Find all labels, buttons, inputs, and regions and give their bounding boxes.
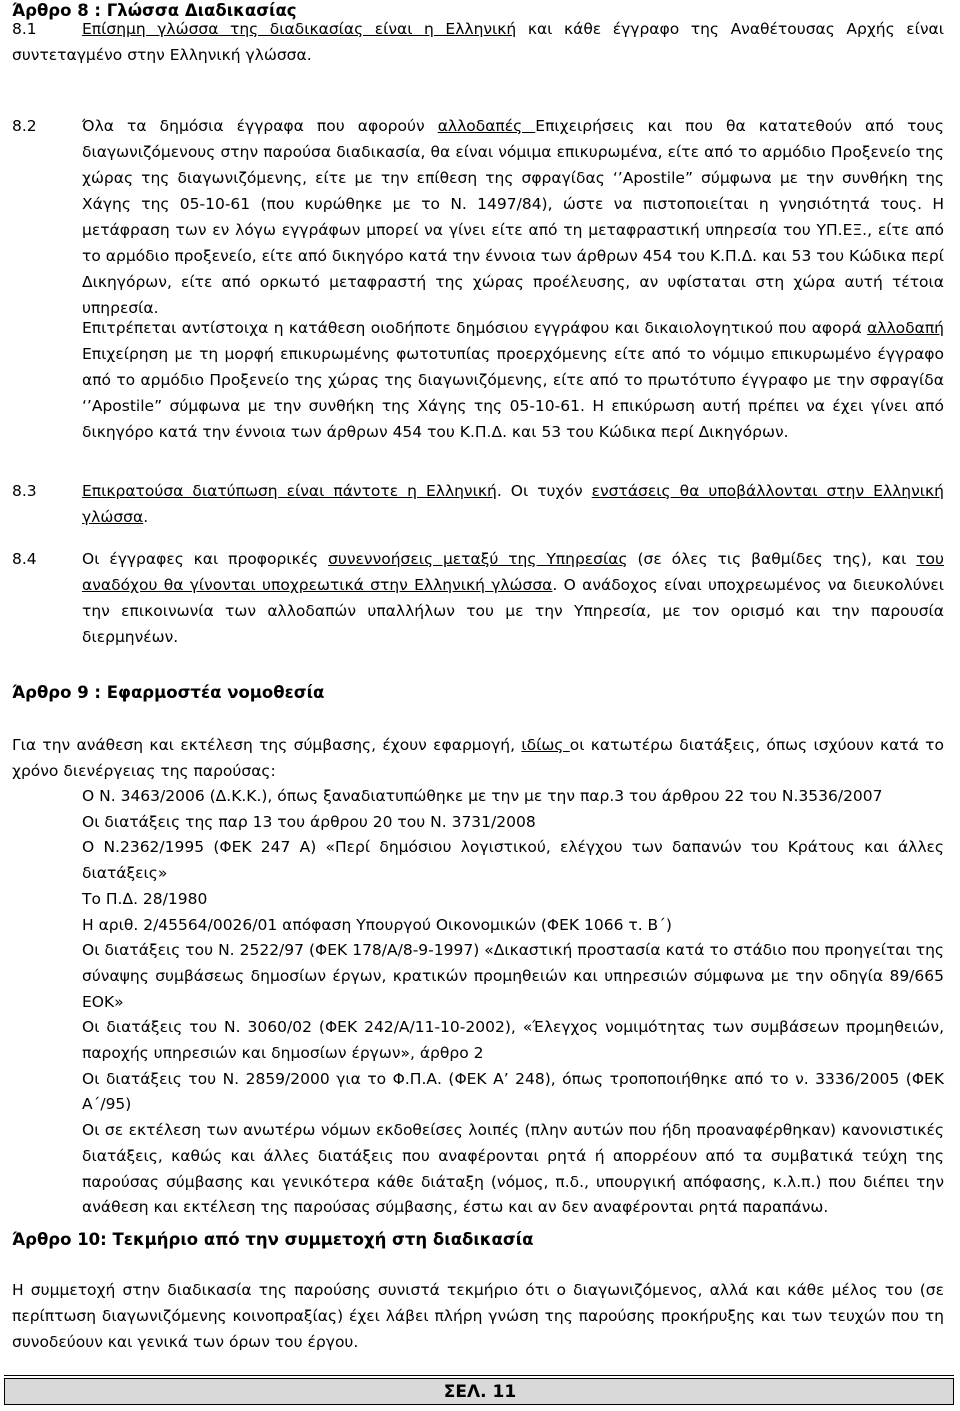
article-9-heading: Άρθρο 9 : Εφαρμοστέα νομοθεσία xyxy=(12,683,325,702)
legislation-item: Η αριθ. 2/45564/0026/01 απόφαση Υπουργού Οικονομικών (ΦΕΚ 1066 τ. Β΄) xyxy=(82,915,672,934)
section-8-4-underlined-2: του αναδόχου θα γίνονται υποχρεωτικά στην Ελληνική γλώσσα xyxy=(82,550,945,594)
section-8-3-underlined-1: Επικρατούσα διατύπωση είναι πάντοτε η Ελληνική xyxy=(82,482,497,500)
section-8-4-text xyxy=(82,546,944,650)
section-8-3-number: 8.3 xyxy=(12,482,37,500)
section-8-4-number: 8.4 xyxy=(12,550,37,568)
section-8-3-text xyxy=(82,478,944,530)
legislation-item: Οι διατάξεις του Ν. 2522/97 (ΦΕΚ 178/Α/8-9-1997) «Δικαστική προστασία κατά το στάδιο που προηγείται της σύναψης συμβάσεως δημοσίων έργων, κρατικών προμηθειών και υπηρεσιών σύμφωνα με την οδηγία 89/665 ΕΟΚ» xyxy=(82,941,944,1011)
section-8-2-p1-underlined: αλλοδαπές xyxy=(437,117,536,135)
article-10-text: Η συμμετοχή στην διαδικασία της παρούσης συνιστά τεκμήριο ότι ο διαγωνιζόμενος, αλλά και κάθε μέλος του (σε περίπτωση διαγωνιζόμενης κοινοπραξίας) έχει λάβει πλήρη γνώση της παρούσης προκήρυξης και των τευχών που τη συνοδεύουν και γενικά των όρων του έργου. xyxy=(12,1281,944,1351)
section-8-2-paragraph-1 xyxy=(82,113,944,321)
section-8-1-rest: και κάθε έγγραφο της Αναθέτουσας Αρχής είναι συντεταγμένο στην Ελληνική γλώσσα. xyxy=(12,20,944,64)
legislation-item: Οι διατάξεις του Ν. 2859/2000 για το Φ.Π.Α. (ΦΕΚ Α’ 248), όπως τροποποιήθηκε από το ν. 3336/2005 (ΦΕΚ Α΄/95) xyxy=(82,1069,944,1114)
section-8-2-number: 8.2 xyxy=(12,117,37,135)
section-8-3-end: . xyxy=(143,508,149,526)
legislation-item: Το Π.Δ. 28/1980 xyxy=(82,889,208,908)
section-8-3-middle: . Οι τυχόν xyxy=(496,482,592,500)
legislation-item: Οι διατάξεις της παρ 13 του άρθρου 20 του Ν. 3731/2008 xyxy=(82,812,536,831)
section-8-1-underlined: Επίσημη γλώσσα της διαδικασίας είναι η Ελληνική xyxy=(82,20,517,38)
section-8-1-text xyxy=(12,16,944,68)
legislation-item: Ο Ν.2362/1995 (ΦΕΚ 247 Α) «Περί δημόσιου λογιστικού, ελέγχου των δαπανών του Κράτους και άλλες διατάξεις» xyxy=(82,838,944,883)
section-8-2-p2-rest: Επιχείρηση με τη μορφή επικυρωμένης φωτοτυπίας προερχόμενης είτε από το νόμιμο επικυρωμένο έγγραφο από το αρμόδιο Προξενείο της χώρας της διαγωνιζόμενης, είτε από το πρωτότυπο έγγραφο με την σφραγίδα ‘’Apostile” σύμφωνα με την συνθήκη της Χάγης της 05-10-61. Η επικύρωση αυτή πρέπει να έχει γίνει από δικηγόρο κατά την έννοια των άρθρων 454 του Κ.Π.Δ. και 53 του Κώδικα περί Δικηγόρων. xyxy=(82,345,944,441)
article-8-heading: Άρθρο 8 : Γλώσσα Διαδικασίας xyxy=(12,1,297,20)
section-8-2-p1-rest: Επιχειρήσεις και που θα κατατεθούν από τους διαγωνιζόμενους στην παρούσα διαδικασία, θα είναι νόμιμα επικυρωμένα, είτε από το αρμόδιο Προξενείο της χώρας της διαγωνιζόμενης, είτε με την επίθεση της σφραγίδας ‘’Apostile” σύμφωνα με την συνθήκη της Χάγης της 05-10-61 (που κυρώθηκε με το Ν. 1497/84), ώστε να πιστοποιείται η γνησιότητά τους. Η μετάφραση των εν λόγω εγγράφων μπορεί να γίνει είτε από τη μεταφραστική υπηρεσία του ΥΠ.ΕΞ., είτε από το αρμόδιο προξενείο, είτε από δικηγόρο κατά την έννοια των άρθρων 454 του Κ.Π.Δ. και 53 του Κώδικα περί Δικηγόρων, είτε από ορκωτό μεταφραστή της χώρας προέλευσης, αν υφίσταται στη χώρα αυτή τέτοια υπηρεσία. xyxy=(82,117,944,317)
article-9-intro xyxy=(12,732,944,784)
article-9-intro-start: Για την ανάθεση και εκτέλεση της σύμβασης, έχουν εφαρμογή, xyxy=(12,736,522,754)
article-10-heading: Άρθρο 10: Τεκμήριο από την συμμετοχή στη διαδικασία xyxy=(12,1230,534,1249)
legislation-item: Ο Ν. 3463/2006 (Δ.Κ.Κ.), όπως ξαναδιατυπώθηκε με την με την παρ.3 του άρθρου 22 του Ν.3536/2007 xyxy=(82,787,883,805)
section-8-4-underlined-1: συνεννοήσεις μεταξύ της Υπηρεσίας xyxy=(328,550,628,568)
section-8-2-paragraph-2 xyxy=(82,315,944,445)
section-8-2-p2-underlined: αλλοδαπή xyxy=(867,319,944,337)
section-8-4-end: . Ο ανάδοχος είναι υποχρεωμένος να διευκολύνει την επικοινωνία των αλλοδαπών υπαλλήλων του με την Υπηρεσία, με τον ορισμό και την παρουσία διερμηνέων. xyxy=(82,576,944,646)
footer-divider xyxy=(4,1375,954,1376)
section-8-4-middle: (σε όλες τις βαθμίδες της), και xyxy=(627,550,917,568)
legislation-list xyxy=(82,784,944,1221)
section-8-3-underlined-2: ενστάσεις θα υποβάλλονται στην Ελληνική γλώσσα xyxy=(82,482,944,526)
legislation-item: Οι διατάξεις του Ν. 3060/02 (ΦΕΚ 242/Α/11-10-2002), «Έλεγχος νομιμότητας των συμβάσεων προμηθειών, παροχής υπηρεσιών και δημοσίων έργων», άρθρο 2 xyxy=(82,1018,944,1063)
article-9-intro-underlined: ιδίως xyxy=(521,736,570,754)
section-8-2-p2-start: Επιτρέπεται αντίστοιχα η κατάθεση οιοδήποτε δημόσιου εγγράφου και δικαιολογητικού που αφορά xyxy=(82,319,868,337)
section-8-2-p1-start: Όλα τα δημόσια έγγραφα που αφορούν xyxy=(82,117,438,135)
page-number: ΣΕΛ. 11 xyxy=(443,1382,517,1402)
legislation-item: Οι σε εκτέλεση των ανωτέρω νόμων εκδοθείσες λοιπές (πλην αυτών που ήδη προαναφέρθηκαν) κανονιστικές διατάξεις, καθώς και άλλες διατάξεις που αναφέρονται ρητά ή απορρέουν από τα συμβατικά τεύχη της παρούσας σύμβασης και γενικότερα κάθε διάταξη (νόμος, π.δ., υπουργική απόφασης, κ.λ.π.) που διέπει την ανάθεση και εκτέλεση της παρούσας σύμβασης, έστω και αν δεν αναφέρονται ρητά παραπάνω. xyxy=(82,1121,944,1217)
section-8-1-number: 8.1 xyxy=(12,20,37,38)
section-8-4-start: Οι έγγραφες και προφορικές xyxy=(82,550,329,568)
article-9-intro-rest: οι κατωτέρω διατάξεις, όπως ισχύουν κατά το χρόνο διενέργειας της παρούσας: xyxy=(12,736,944,780)
